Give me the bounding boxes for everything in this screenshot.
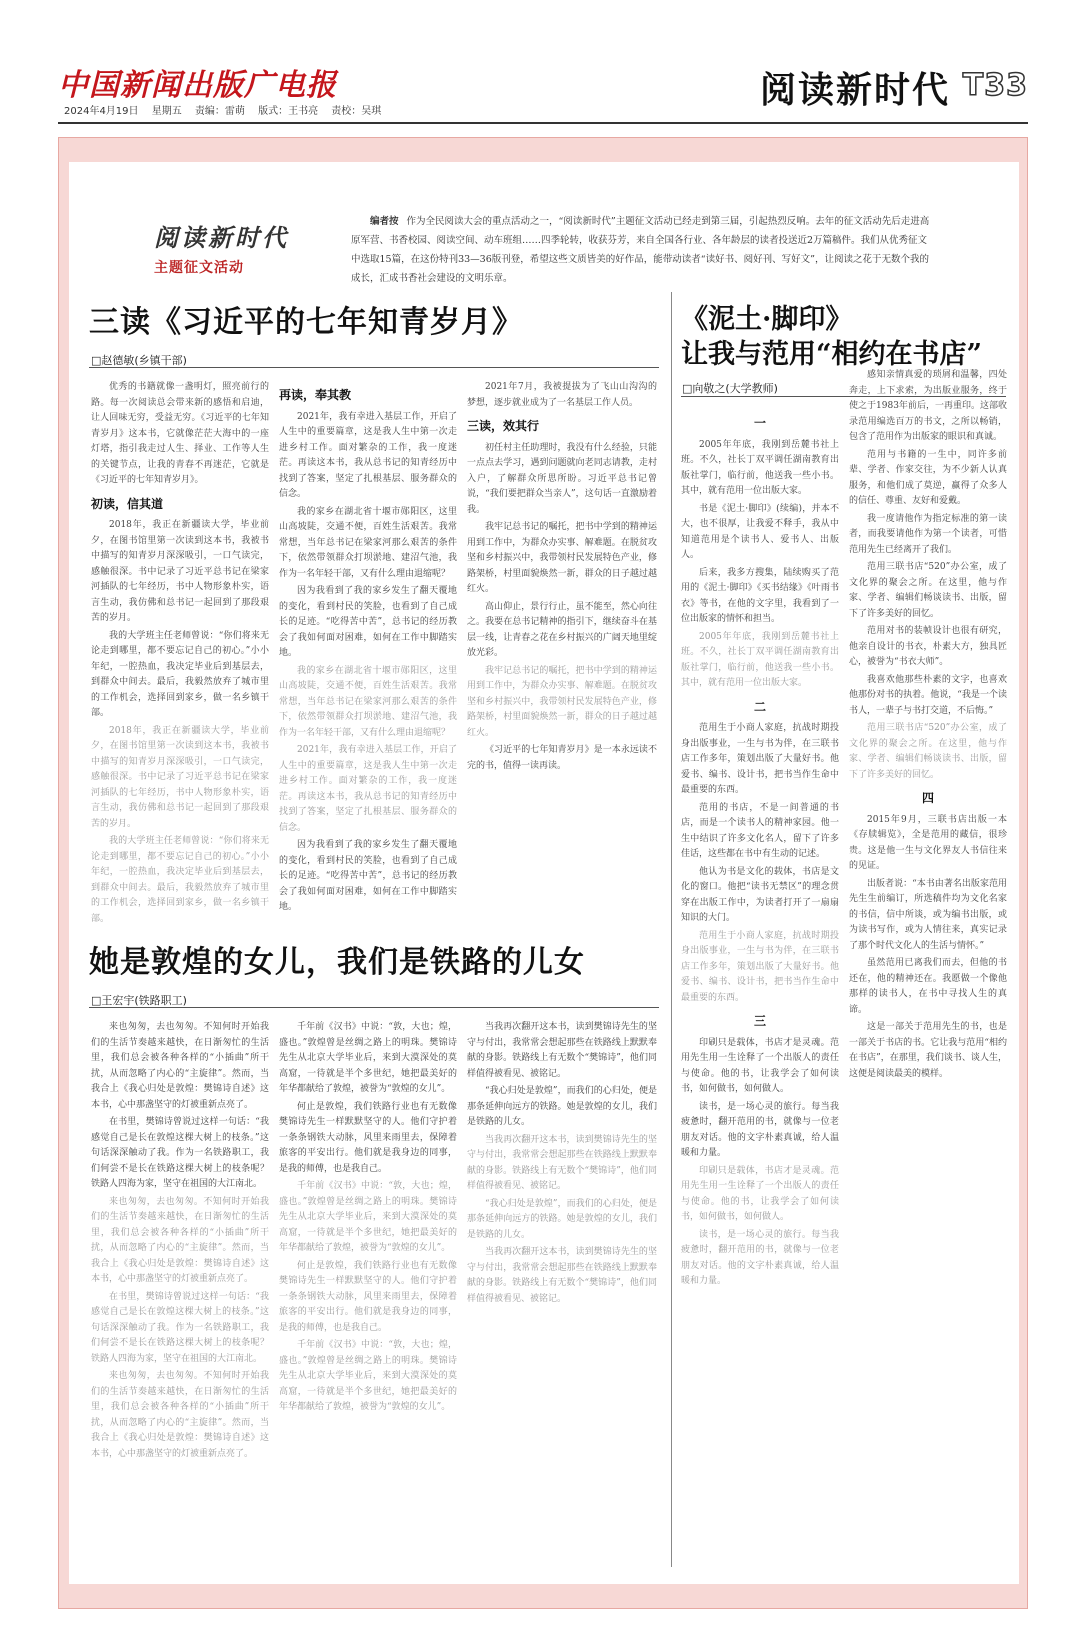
article-1-subheading-1: 初读，信其道 — [91, 496, 164, 511]
article-3-section-3: 三 — [753, 1014, 766, 1028]
article-1-subheading-3: 三读，效其行 — [467, 419, 540, 433]
article-1-column-2 — [279, 380, 457, 925]
article-2-column-3 — [467, 1020, 657, 1565]
article-3-byline: □向敬之(大学教师) — [682, 382, 778, 395]
article-2-paragraph: 当我再次翻开这本书，读到樊锦诗先生的坚守与付出，我常常会想起那些在铁路线上默默奉献的身影。铁路线上有无数个“樊锦诗”，他们同样值得被看见、被铭记。 — [467, 1134, 657, 1191]
article-3-paragraph: 书是《泥土·脚印》(续编)，并本不大，也不很厚，让我爱不释手，我从中知道范用是个读书人、爱书人、出版人。 — [681, 503, 839, 560]
article-1-byline: □赵德敏(乡镇干部) — [91, 354, 187, 367]
article-3-paragraph: 虽然范用已离我们而去，但他的书还在，他的精神还在。我愿做一个像他那样的读书人，在书中寻找人生的真谛。 — [849, 958, 1007, 1015]
article-3-section-4: 四 — [921, 791, 934, 805]
article-2-paragraph: 在书里，樊锦诗曾说过这样一句话：“我感觉自己是长在敦煌这棵大树上的枝条。”这句话深深触动了我。作为一名铁路职工，我们何尝不是长在铁路这棵大树上的枝条呢？铁路人四海为家，坚守在祖国的大江南北。 — [91, 1117, 269, 1189]
article-2-paragraph: 在书里，樊锦诗曾说过这样一句话：“我感觉自己是长在敦煌这棵大树上的枝条。”这句话深深触动了我。作为一名铁路职工，我们何尝不是长在铁路这棵大树上的枝条呢？铁路人四海为家，坚守在祖国的大江南北。 — [91, 1291, 269, 1364]
column-separator — [671, 292, 672, 1567]
article-1-column-1 — [91, 380, 269, 925]
article-3-paragraph: 印刷只是载体，书店才是灵魂。范用先生用一生诠释了一个出版人的责任与使命。他的书，让我学会了如何读书，如何做书，如何做人。 — [681, 1037, 839, 1094]
article-2-paragraph: 来也匆匆，去也匆匆。不知何时开始我们的生活节奏越来越快，在日渐匆忙的生活里，我们总会被各种各样的“小插曲”所干扰，从而忽略了内心的“主旋律”。然而，当我合上《我心归处是敦煌：樊锦诗自述》这本书，心中那盏坚守的灯被重新点亮了。 — [91, 1371, 269, 1459]
article-1-paragraph: 我牢记总书记的嘱托，把书中学到的精神运用到工作中，为群众办实事、解难题。在脱贫攻坚和乡村振兴中，我带领村民发展特色产业，修路架桥，村里面貌焕然一新，群众的日子越过越红火。 — [467, 522, 657, 594]
issue-date: 2024年4月19日 — [64, 106, 139, 117]
article-1-paragraph: 2018年，我正在新疆读大学，毕业前夕，在图书馆里第一次读到这本书，我被书中描写的知青岁月深深吸引，一口气读完，感触很深。书中记录了习近平总书记在梁家河插队的七年经历，书中人物形象朴实，语言生动，我仿佛和总书记一起回到了那段艰苦的岁月。 — [91, 725, 269, 829]
article-1-paragraph: 我的大学班主任老师曾说：“你们将来无论走到哪里，都不要忘记自己的初心。”小小年纪，一腔热血，我决定毕业后到基层去，到群众中间去。最后，我毅然放弃了城市里的工作机会，选择回到家乡，做一名乡镇干部。 — [91, 630, 269, 718]
article-2-paragraph: “我心归处是敦煌”，而我们的心归处，便是那条延伸向远方的铁路。她是敦煌的女儿，我们是铁路的儿女。 — [467, 1086, 657, 1127]
issue-layout: 版式：王书亮 — [258, 106, 319, 117]
article-1-paragraph: 2021年，我有幸进入基层工作，开启了人生中的重要篇章，这是我人生中第一次走进乡村工作。面对繁杂的工作，我一度迷茫。再读这本书，我从总书记的知青经历中找到了答案，坚定了扎根基层、服务群众的信念。 — [279, 745, 457, 833]
article-1-paragraph: 初任村主任助理时，我没有什么经验，只能一点点去学习，遇到问题就向老同志请教，走村入户，了解群众所思所盼。习近平总书记曾说，“我们要把群众当亲人”，这句话一直激励着我。 — [467, 442, 657, 515]
article-1-paragraph: 因为我看到了我的家乡发生了翻天覆地的变化，看到村民的笑脸，也看到了自己成长的足迹。“吃得苦中苦”，总书记的经历教会了我如何面对困难，如何在工作中脚踏实地。 — [279, 586, 457, 658]
article-1-paragraph: 我的大学班主任老师曾说：“你们将来无论走到哪里，都不要忘记自己的初心。”小小年纪，一腔热血，我决定毕业后到基层去，到群众中间去。最后，我毅然放弃了城市里的工作机会，选择回到家乡，做一名乡镇干部。 — [91, 836, 269, 924]
article-1-paragraph: 我的家乡在湖北省十堰市郧阳区，这里山高坡陡，交通不便，百姓生活艰苦。我常常想，当年总书记在梁家河那么艰苦的条件下，依然带领群众打坝淤地、建沼气池，我作为一名年轻干部，又有什么理由退缩呢？ — [279, 665, 457, 738]
article-2-paragraph: 何止是敦煌，我们铁路行业也有无数像樊锦诗先生一样默默坚守的人。他们守护着一条条钢铁大动脉，风里来雨里去，保障着旅客的平安出行。他们就是我身边的同事，是我的师傅，也是我自己。 — [279, 1260, 457, 1333]
article-3-paragraph: 2005年年底，我刚到岳麓书社上班。不久，社长丁双平调任湖南教育出版社掌门，临行前，他送我一些小书。其中，就有范用一位出版大家。 — [681, 439, 839, 496]
article-3-paragraph: 2005年年底，我刚到岳麓书社上班。不久，社长丁双平调任湖南教育出版社掌门，临行前，他送我一些小书。其中，就有范用一位出版大家。 — [681, 631, 839, 688]
article-3-title-line-1: 《泥土·脚印》 — [681, 304, 853, 335]
newspaper-name: 中国新闻出版广电报 — [58, 68, 337, 103]
article-3-paragraph: 范用的书店，不是一间普通的书店，而是一个读书人的精神家园。他一生中结识了许多文化名人，留下了许多佳话，这些都在书中有生动的记述。 — [681, 802, 839, 859]
article-2-paragraph: 来也匆匆，去也匆匆。不知何时开始我们的生活节奏越来越快，在日渐匆忙的生活里，我们总会被各种各样的“小插曲”所干扰，从而忽略了内心的“主旋律”。然而，当我合上《我心归处是敦煌：樊锦诗自述》这本书，心中那盏坚守的灯被重新点亮了。 — [91, 1022, 269, 1110]
article-2-title: 她是敦煌的女儿，我们是铁路的儿女 — [89, 945, 585, 980]
article-1-paragraph: 高山仰止，景行行止，虽不能至，然心向往之。我要在总书记精神的指引下，继续奋斗在基层一线，让青春之花在乡村振兴的广阔天地里绽放光彩。 — [467, 601, 657, 658]
editor-note — [351, 212, 931, 288]
article-3-paragraph: 范用三联书店“520”办公室，成了文化界的聚会之所。在这里，他与作家、学者、编辑们畅谈读书、出版，留下了许多美好的回忆。 — [849, 562, 1007, 619]
article-1-paragraph: 因为我看到了我的家乡发生了翻天覆地的变化，看到村民的笑脸，也看到了自己成长的足迹。“吃得苦中苦”，总书记的经历教会了我如何面对困难，如何在工作中脚踏实地。 — [279, 840, 457, 912]
article-2-paragraph: 当我再次翻开这本书，读到樊锦诗先生的坚守与付出，我常常会想起那些在铁路线上默默奉献的身影。铁路线上有无数个“樊锦诗”，他们同样值得被看见、被铭记。 — [467, 1247, 657, 1304]
article-3-paragraph: 读书，是一场心灵的旅行。每当我疲惫时，翻开范用的书，就像与一位老朋友对话。他的文字朴素真诚，给人温暖和力量。 — [681, 1101, 839, 1158]
article-3-paragraph: 感知亲情真爱的琐屑和温馨，四处奔走，上下求索，为出版业服务，终于使之于1983年前后，一再重印。这部收录范用编选百万的书文，之所以畅销，包含了范用作为出版家的眼识和真诚。 — [849, 370, 1007, 442]
article-3-paragraph: 我喜欢他那些朴素的文字，也喜欢他那份对书的执着。他说，“我是一个读书人，一辈子与书打交道，不后悔。” — [849, 674, 1007, 716]
article-3-paragraph: 范用与书籍的一生中，同许多前辈、学者、作家交往，为不少新人认真服务，和他们成了莫逆，赢得了众多人的信任、尊重、友好和爱戴。 — [849, 449, 1007, 506]
article-2-paragraph: 来也匆匆，去也匆匆。不知何时开始我们的生活节奏越来越快，在日渐匆忙的生活里，我们总会被各种各样的“小插曲”所干扰，从而忽略了内心的“主旋律”。然而，当我合上《我心归处是敦煌：樊锦诗自述》这本书，心中那盏坚守的灯被重新点亮了。 — [91, 1196, 269, 1284]
issue-proof: 责校：吴琪 — [331, 106, 382, 117]
article-3-paragraph: 范用生于小商人家庭，抗战时期投身出版事业，一生与书为伴，在三联书店工作多年，策划出版了大量好书。他爱书、编书、设计书，把书当作生命中最重要的东西。 — [681, 930, 839, 1003]
issue-meta — [64, 102, 391, 117]
article-3-paragraph: 范用三联书店“520”办公室，成了文化界的聚会之所。在这里，他与作家、学者、编辑们畅谈读书、出版，留下了许多美好的回忆。 — [849, 723, 1007, 780]
article-3-paragraph: 2015年9月，三联书店出版一本《存牍辑览》，全是范用的藏信，很珍贵。这是他一生与文化界友人书信往来的见证。 — [849, 814, 1007, 871]
article-3-paragraph: 范用对书的装帧设计也很有研究，他亲自设计的书衣，朴素大方，独具匠心，被誉为“书衣大师”。 — [849, 626, 1007, 667]
article-1-column-3 — [467, 380, 657, 925]
article-3-paragraph: 范用生于小商人家庭，抗战时期投身出版事业，一生与书为伴，在三联书店工作多年，策划出版了大量好书。他爱书、编书、设计书，把书当作生命中最重要的东西。 — [681, 723, 839, 795]
article-2-paragraph: 千年前《汉书》中说：“敦，大也；煌，盛也。”敦煌曾是丝绸之路上的明珠。樊锦诗先生从北京大学毕业后，来到大漠深处的莫高窟，一待就是半个多世纪，她把最美好的年华都献给了敦煌，被誉为“敦煌的女儿”。 — [279, 1022, 457, 1094]
article-1-paragraph: 我的家乡在湖北省十堰市郧阳区，这里山高坡陡，交通不便，百姓生活艰苦。我常常想，当年总书记在梁家河那么艰苦的条件下，依然带领群众打坝淤地、建沼气池，我作为一名年轻干部，又有什么理由退缩呢？ — [279, 506, 457, 579]
article-3-section-1: 一 — [753, 416, 766, 430]
page-content — [69, 162, 1019, 1584]
article-2-paragraph: 千年前《汉书》中说：“敦，大也；煌，盛也。”敦煌曾是丝绸之路上的明珠。樊锦诗先生从北京大学毕业后，来到大漠深处的莫高窟，一待就是半个多世纪，她把最美好的年华都献给了敦煌，被誉为“敦煌的女儿”。 — [279, 1181, 457, 1253]
article-2-paragraph: 千年前《汉书》中说：“敦，大也；煌，盛也。”敦煌曾是丝绸之路上的明珠。樊锦诗先生从北京大学毕业后，来到大漠深处的莫高窟，一待就是半个多世纪，她把最美好的年华都献给了敦煌，被誉为“敦煌的女儿”。 — [279, 1340, 457, 1412]
article-2-column-1 — [91, 1020, 269, 1565]
article-3-paragraph: 后来，我多方搜集，陆续购买了范用的《泥土·脚印》《买书结缘》《叶雨书衣》等书，在他的文字里，我看到了一位出版家的情怀和担当。 — [681, 567, 839, 624]
article-2-paragraph: 何止是敦煌，我们铁路行业也有无数像樊锦诗先生一样默默坚守的人。他们守护着一条条钢铁大动脉，风里来雨里去，保障着旅客的平安出行。他们就是我身边的同事，是我的师傅，也是我自己。 — [279, 1101, 457, 1174]
masthead — [58, 60, 1028, 120]
page-frame — [58, 137, 1028, 1609]
article-3-section-2: 二 — [753, 699, 766, 714]
article-3-paragraph: 这是一部关于范用先生的书，也是一部关于书店的书。它让我与范用“相约在书店”，在那里，我们谈书、谈人生，这便是阅读最美的模样。 — [849, 1022, 1007, 1079]
article-1-paragraph: 2018年，我正在新疆读大学，毕业前夕，在图书馆里第一次读到这本书，我被书中描写的知青岁月深深吸引，一口气读完，感触很深。书中记录了习近平总书记在梁家河插队的七年经历，书中人物形象朴实，语言生动，我仿佛和总书记一起回到了那段艰苦的岁月。 — [91, 520, 269, 623]
article-2-byline: □王宏宇(铁路职工) — [91, 994, 187, 1007]
page-number: T33 — [962, 68, 1028, 103]
article-3-title-line-2: 让我与范用“相约在书店” — [681, 339, 983, 370]
editor-note-lead: 编者按 — [370, 216, 399, 227]
article-2-divider — [89, 1007, 659, 1008]
article-1-paragraph: 《习近平的七年知青岁月》是一本永远读不完的书，值得一读再读。 — [467, 745, 657, 771]
article-3-paragraph: 他认为书是文化的载体，书店是文化的窗口。他把“读书无禁区”的理念贯穿在出版工作中，为读者打开了一扇扇知识的大门。 — [681, 866, 839, 923]
article-2-paragraph: “我心归处是敦煌”，而我们的心归处，便是那条延伸向远方的铁路。她是敦煌的女儿，我们是铁路的儿女。 — [467, 1198, 657, 1240]
article-3-paragraph: 出版者说：“本书由著名出版家范用先生生前编订，所选稿件均为文化名家的书信，信中所谈，或为编书出版，或为读书写作，或为人情往来，真实记录了那个时代文化人的生活与情怀。” — [849, 878, 1007, 951]
article-3-paragraph: 印刷只是载体，书店才是灵魂。范用先生用一生诠释了一个出版人的责任与使命。他的书，让我学会了如何读书，如何做书，如何做人。 — [681, 1165, 839, 1222]
article-1-divider — [89, 367, 659, 368]
article-1-paragraph: 我牢记总书记的嘱托，把书中学到的精神运用到工作中，为群众办实事、解难题。在脱贫攻坚和乡村振兴中，我带领村民发展特色产业，修路架桥，村里面貌焕然一新，群众的日子越过越红火。 — [467, 665, 657, 738]
issue-editor: 责编：雷萌 — [194, 106, 245, 117]
issue-weekday: 星期五 — [151, 106, 182, 117]
article-1-paragraph: 2021年，我有幸进入基层工作，开启了人生中的重要篇章，这是我人生中第一次走进乡村工作。面对繁杂的工作，我一度迷茫。再读这本书，我从总书记的知青经历中找到了答案，坚定了扎根基层、服务群众的信念。 — [279, 411, 457, 499]
article-3-column-1 — [681, 408, 839, 1568]
article-2-paragraph: 当我再次翻开这本书，读到樊锦诗先生的坚守与付出，我常常会想起那些在铁路线上默默奉献的身影。铁路线上有无数个“樊锦诗”，他们同样值得被看见、被铭记。 — [467, 1022, 657, 1079]
article-3-column-2 — [849, 368, 1007, 1568]
article-3-paragraph: 我一度请他作为指定标准的第一读者，而我要请他作为第一个读者，可惜范用先生已经离开了我们。 — [849, 513, 1007, 555]
campaign-logo — [154, 218, 344, 288]
article-1-paragraph: 2021年7月，我被提拔为了飞山山沟沟的梦想，逐步就业成为了一名基层工作人员。 — [467, 382, 657, 408]
article-1-subheading-2: 再读，奉其教 — [279, 388, 352, 402]
editor-note-text: 作为全民阅读大会的重点活动之一，“阅读新时代”主题征文活动已经走到第三届，引起热烈反响。去年的征文活动先后走进高原军营、书香校园、阅读空间、动车班组……四季轮转，收获芬芳，来自全国各行业、各年龄层的读者投送近2万篇稿件。我们从优秀征文中选取15篇，在这份特刊33—36版刊登，希望这些文质皆美的好作品，能带动读者“读好书、阅好刊、写好文”，让阅读之花于无数个我的成长，汇成书香社会建设的文明乐章。 — [351, 216, 930, 284]
article-3-paragraph: 读书，是一场心灵的旅行。每当我疲惫时，翻开范用的书，就像与一位老朋友对话。他的文字朴素真诚，给人温暖和力量。 — [681, 1229, 839, 1286]
section-title: 阅读新时代 — [759, 69, 950, 111]
article-2-column-2 — [279, 1020, 457, 1565]
article-1-title: 三读《习近平的七年知青岁月》 — [89, 305, 523, 340]
masthead-divider — [58, 122, 1028, 124]
article-1-paragraph: 优秀的书籍就像一盏明灯，照亮前行的路。每一次阅读总会带来新的感悟和启迪，让人回味无穷，受益无穷。《习近平的七年知青岁月》这本书，它就像茫茫大海中的一座灯塔，指引我走过人生、择业、工作等人生的关键节点，让我的青春不再迷茫，它就是《习近平的七年知青岁月》。 — [91, 382, 269, 485]
campaign-logo-subtitle: 主题征文活动 — [154, 260, 244, 276]
campaign-logo-title: 阅读新时代 — [154, 223, 289, 252]
